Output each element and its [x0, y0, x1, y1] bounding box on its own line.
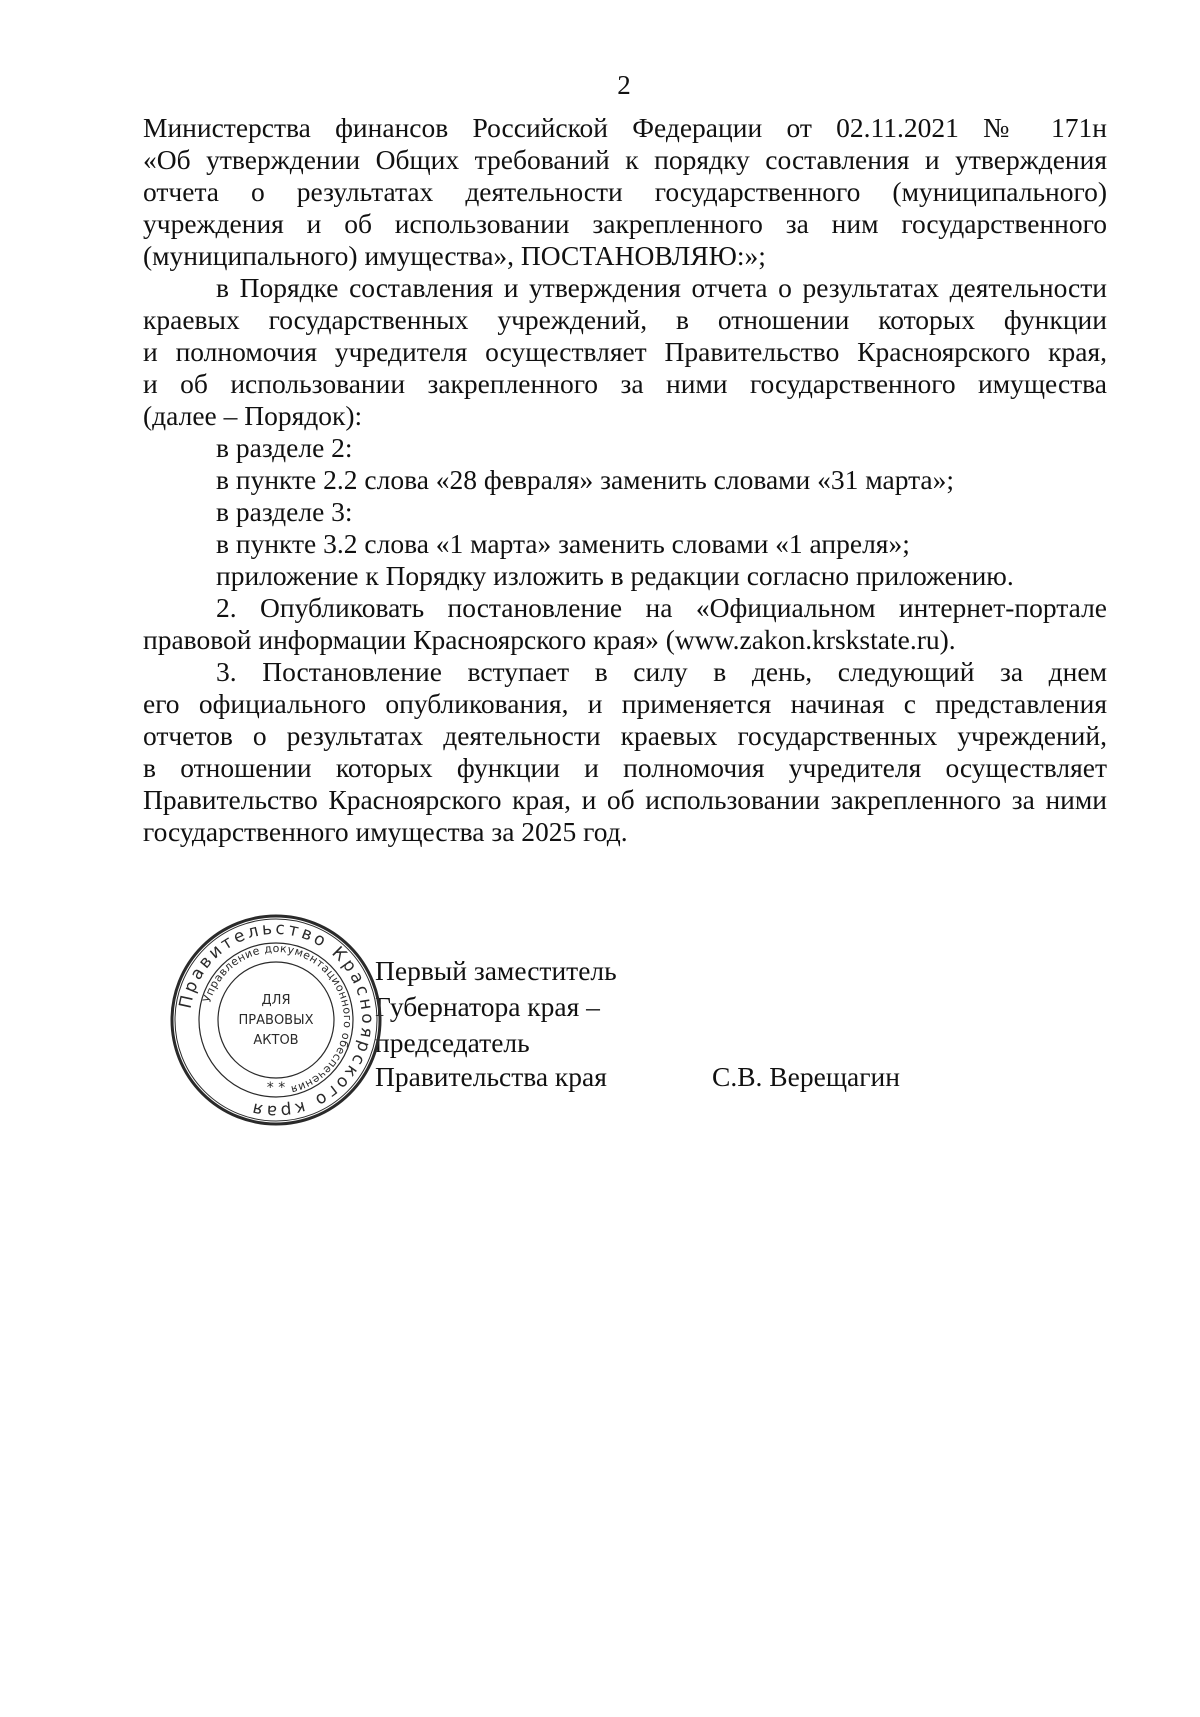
seal-center-text: ДЛЯ — [261, 993, 291, 1008]
text-line: Правительство Красноярского края, и об использовании закрепленного за ними — [143, 784, 1107, 815]
text-line: государственного имущества за 2025 год. — [143, 816, 628, 847]
seal-inner-text: Управление документационного обеспечения — [200, 941, 355, 1097]
signatory-title-line: председатель — [375, 1027, 530, 1058]
text-line: (далее – Порядок): — [143, 400, 363, 431]
text-line: 3. Постановление вступает в силу в день, следующий за днем — [216, 656, 1107, 687]
text-line: в отношении которых функции и полномочия учредителя осуществляет — [143, 752, 1107, 783]
seal-stars: * * — [266, 1080, 286, 1096]
text-line: в разделе 2: — [216, 432, 353, 463]
seal-outer-text: Правительство Красноярского края — [175, 918, 378, 1122]
text-line: (муниципального) имущества», ПОСТАНОВЛЯЮ:»; — [143, 240, 766, 271]
text-line: 2. Опубликовать постановление на «Официальном интернет-портале — [216, 592, 1107, 623]
document-body — [143, 112, 1107, 848]
text-line: отчета о результатах деятельности государственного (муниципального) — [143, 176, 1107, 207]
signatory-name: С.В. Верещагин — [712, 1061, 900, 1092]
text-line: учреждения и об использовании закрепленного за ним государственного — [143, 208, 1107, 239]
text-line: и полномочия учредителя осуществляет Правительство Красноярского края, — [143, 336, 1107, 367]
text-line: краевых государственных учреждений, в отношении которых функции — [143, 304, 1107, 335]
seal-center-text: ПРАВОВЫХ — [238, 1013, 314, 1028]
text-line: в пункте 3.2 слова «1 марта» заменить словами «1 апреля»; — [216, 528, 910, 559]
text-line: «Об утверждении Общих требований к порядку составления и утверждения — [143, 144, 1107, 175]
text-line: в разделе 3: — [216, 496, 353, 527]
signatory-title-line: Правительства края — [375, 1061, 607, 1092]
text-line: в Порядке составления и утверждения отчета о результатах деятельности — [216, 272, 1107, 303]
text-line: его официального опубликования, и применяется начиная с представления — [143, 688, 1107, 719]
text-line: Министерства финансов Российской Федерации от 02.11.2021 № 171н — [143, 112, 1107, 143]
text-line: и об использовании закрепленного за ними государственного имущества — [143, 368, 1107, 399]
text-line: в пункте 2.2 слова «28 февраля» заменить словами «31 марта»; — [216, 464, 955, 495]
official-seal — [168, 912, 384, 1128]
signatory-title-line: Первый заместитель — [375, 955, 617, 986]
seal-center-text: АКТОВ — [253, 1033, 299, 1048]
page-number: 2 — [617, 70, 631, 100]
signatory-title-line: Губернатора края – — [375, 991, 600, 1022]
text-line: отчетов о результатах деятельности краевых государственных учреждений, — [143, 720, 1107, 751]
text-line: правовой информации Красноярского края» (www.zakon.krskstate.ru). — [143, 624, 956, 655]
text-line: приложение к Порядку изложить в редакции согласно приложению. — [216, 560, 1014, 591]
